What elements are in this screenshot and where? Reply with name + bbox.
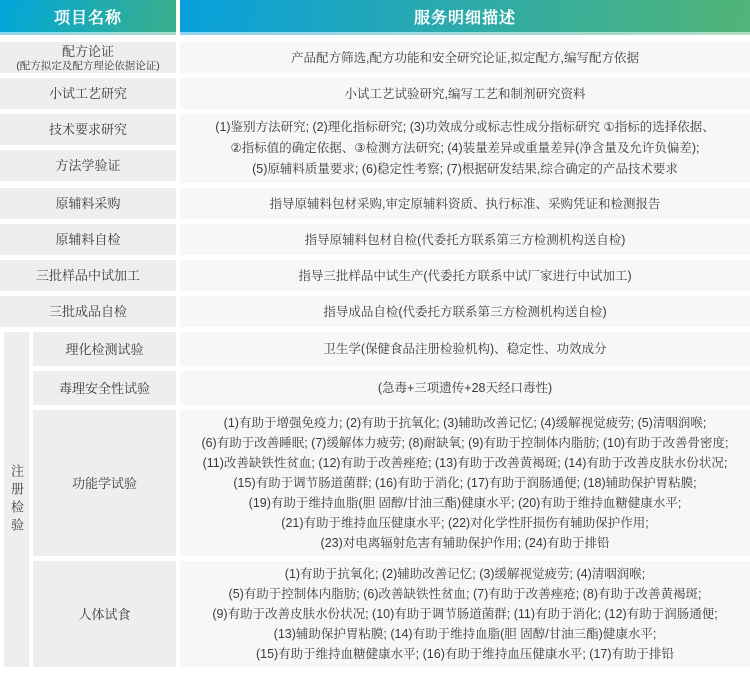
description-line: (6)有助于改善睡眠; (7)缓解体力疲劳; (8)耐缺氧; (9)有助于控制体内脂肪; (10)有助于改善骨密度; — [201, 436, 729, 450]
row-label: 三批成品自检 — [0, 296, 176, 327]
header-project-name: 项目名称 — [0, 0, 176, 35]
row-description: 产品配方筛选,配方功能和安全研究论证,拟定配方,编写配方依据 — [180, 42, 750, 73]
description-line: (1)有助于增强免疫力; (2)有助于抗氧化; (3)辅助改善记忆; (4)缓解视觉疲劳; (5)清咽润喉; — [223, 416, 707, 430]
row-label: 毒理安全性试验 — [33, 371, 176, 405]
row-description: 指导成品自检(代委托方联系第三方检测机构送自检) — [180, 296, 750, 327]
row-description: 指导三批样品中试生产(代委托方联系中试厂家进行中试加工) — [180, 260, 750, 291]
description-line: (15)有助于维持血糖健康水平; (16)有助于维持血压健康水平; (17)有助于排铅 — [255, 647, 675, 661]
row-label: 小试工艺研究 — [0, 78, 176, 109]
table-row-physchem-test — [33, 332, 750, 366]
description-line: (19)有助于维持血脂(胆 固醇/甘油三酯)健康水平; (20)有助于维持血糖健康水平; — [248, 496, 682, 510]
table-row-raw-material-purchase — [0, 188, 750, 219]
row-description: 指导原辅料包材自检(代委托方联系第三方检测机构送自检) — [180, 224, 750, 255]
row-label: 理化检测试验 — [33, 332, 176, 366]
header-service-description: 服务明细描述 — [180, 0, 750, 35]
description-line: (9)有助于改善皮肤水份状况; (10)有助于调节肠道菌群; (11)有助于消化; (12)有助于润肠通便; — [212, 607, 718, 621]
description-line: (1)有助于抗氧化; (2)辅助改善记忆; (3)缓解视觉疲劳; (4)清咽润喉; — [284, 567, 646, 581]
description-line: (21)有助于维持血压健康水平; (22)对化学性肝损伤有辅助保护作用; — [281, 516, 649, 530]
row-label: 人体试食 — [33, 561, 176, 667]
description-line: (1)鉴别方法研究; (2)理化指标研究; (3)功效成分或标志性成分指标研究 ①指标的选择依据、 — [215, 120, 715, 134]
description-line: (23)对电离辐射危害有辅助保护作用; (24)有助于排铅 — [320, 536, 610, 550]
row-label-sub: (配方拟定及配方理论依据论证) — [16, 59, 160, 72]
merged-row-labels — [0, 114, 176, 183]
row-label: 技术要求研究 — [0, 114, 176, 145]
row-label-main: 配方论证 — [61, 43, 114, 59]
row-label — [0, 42, 176, 73]
table-row-three-batch-pilot-processing — [0, 260, 750, 291]
description-line: ②指标值的确定依据、③检测方法研究; (4)装量差异或重量差异(净含量及允许负偏差); — [230, 141, 700, 155]
section-rows — [33, 332, 750, 667]
registration-inspection-section — [0, 332, 750, 667]
row-description: 小试工艺试验研究,编写工艺和制剂研究资料 — [180, 78, 750, 109]
row-label: 原辅料采购 — [0, 188, 176, 219]
description-line: (15)有助于调节肠道菌群; (16)有助于消化; (17)有助于润肠通便; (18)辅助保护胃粘膜; — [233, 476, 697, 490]
table-row-technical-requirements-merged — [0, 114, 750, 183]
description-line: (5)原辅料质量要求; (6)稳定性考察; (7)根据研发结果,综合确定的产品技术要求 — [252, 162, 678, 176]
table-row-pilot-process-research — [0, 78, 750, 109]
table-row-finished-product-self-inspection — [0, 296, 750, 327]
row-description: 卫生学(保健食品注册检验机构)、稳定性、功效成分 — [180, 332, 750, 366]
row-label: 方法学验证 — [0, 150, 176, 181]
merged-row-description — [180, 114, 750, 183]
table-header — [0, 0, 750, 35]
table-row-function-test — [33, 410, 750, 556]
row-description — [180, 410, 750, 556]
row-label: 原辅料自检 — [0, 224, 176, 255]
description-line: (5)有助于控制体内脂肪; (6)改善缺铁性贫血; (7)有助于改善痤疮; (8)有助于改善黄褐斑; — [228, 587, 702, 601]
row-label: 功能学试验 — [33, 410, 176, 556]
table-body — [0, 42, 750, 667]
table-row-human-trial — [33, 561, 750, 667]
description-line: (13)辅助保护胃粘膜; (14)有助于维持血脂(胆 固醇/甘油三酯)健康水平; — [273, 627, 657, 641]
table-row-raw-material-self-inspection — [0, 224, 750, 255]
table-row-formula-demonstration — [0, 42, 750, 73]
section-side-label: 注册检验 — [4, 332, 29, 667]
table-row-toxicology-safety-test — [33, 371, 750, 405]
description-line: (11)改善缺铁性贫血; (12)有助于改善痤疮; (13)有助于改善黄褐斑; (14)有助于改善皮肤水份状况; — [202, 456, 728, 470]
row-description — [180, 561, 750, 667]
row-description: (急毒+三项遗传+28天经口毒性) — [180, 371, 750, 405]
row-label: 三批样品中试加工 — [0, 260, 176, 291]
row-description: 指导原辅料包材采购,审定原辅料资质、执行标准、采购凭证和检测报告 — [180, 188, 750, 219]
